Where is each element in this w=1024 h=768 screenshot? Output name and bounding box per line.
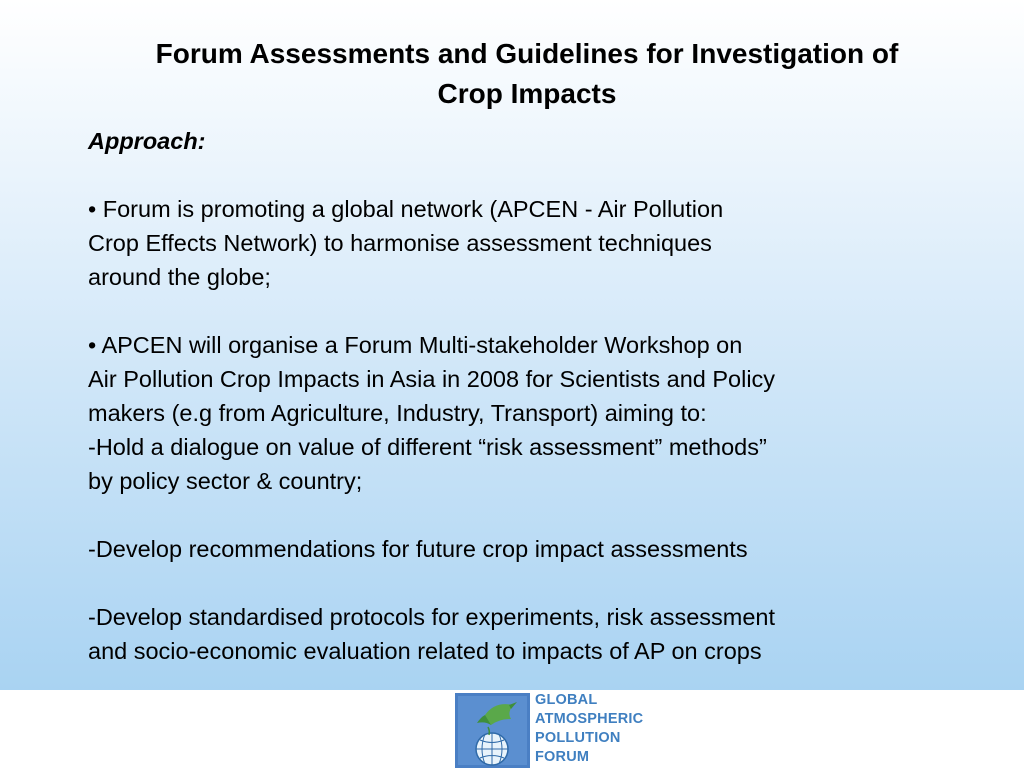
bullet-line: makers (e.g from Agriculture, Industry, Transport) aiming to:	[88, 400, 707, 426]
title-line-2: Crop Impacts	[437, 78, 617, 109]
bullet-line: around the globe;	[88, 264, 271, 290]
slide-body	[88, 124, 948, 668]
logo-line-forum: FORUM	[535, 749, 590, 765]
bullet-line: • Forum is promoting a global network (APCEN - Air Pollution	[88, 196, 724, 222]
title-line-1: Forum Assessments and Guidelines for Investigation of	[155, 38, 899, 69]
logo-wordmark	[535, 691, 643, 767]
forum-logo	[455, 693, 665, 768]
logo-line-global: GLOBAL	[535, 692, 598, 708]
bullet-line: and socio-economic evaluation related to impacts of AP on crops	[88, 638, 762, 664]
bullet-line: -Hold a dialogue on value of different “risk assessment” methods”	[88, 434, 767, 460]
bullet-line: Air Pollution Crop Impacts in Asia in 2008 for Scientists and Policy	[88, 366, 776, 392]
bullet-line: -Develop standardised protocols for experiments, risk assessment	[88, 604, 776, 630]
bullet-apcen-workshop	[88, 328, 948, 498]
slide-title	[40, 34, 1014, 114]
approach-heading: Approach:	[88, 128, 206, 154]
logo-line-pollution: POLLUTION	[535, 730, 621, 746]
point-recommendations: -Develop recommendations for future crop impact assessments	[88, 536, 748, 562]
bullet-line: Crop Effects Network) to harmonise assessment techniques	[88, 230, 712, 256]
point-protocols	[88, 600, 948, 668]
globe-bird-logo-icon	[455, 693, 530, 768]
bullet-line: by policy sector & country;	[88, 468, 363, 494]
bullet-apcen-network	[88, 192, 948, 294]
logo-line-atmospheric: ATMOSPHERIC	[535, 711, 644, 727]
bullet-line: • APCEN will organise a Forum Multi-stakeholder Workshop on	[88, 332, 743, 358]
